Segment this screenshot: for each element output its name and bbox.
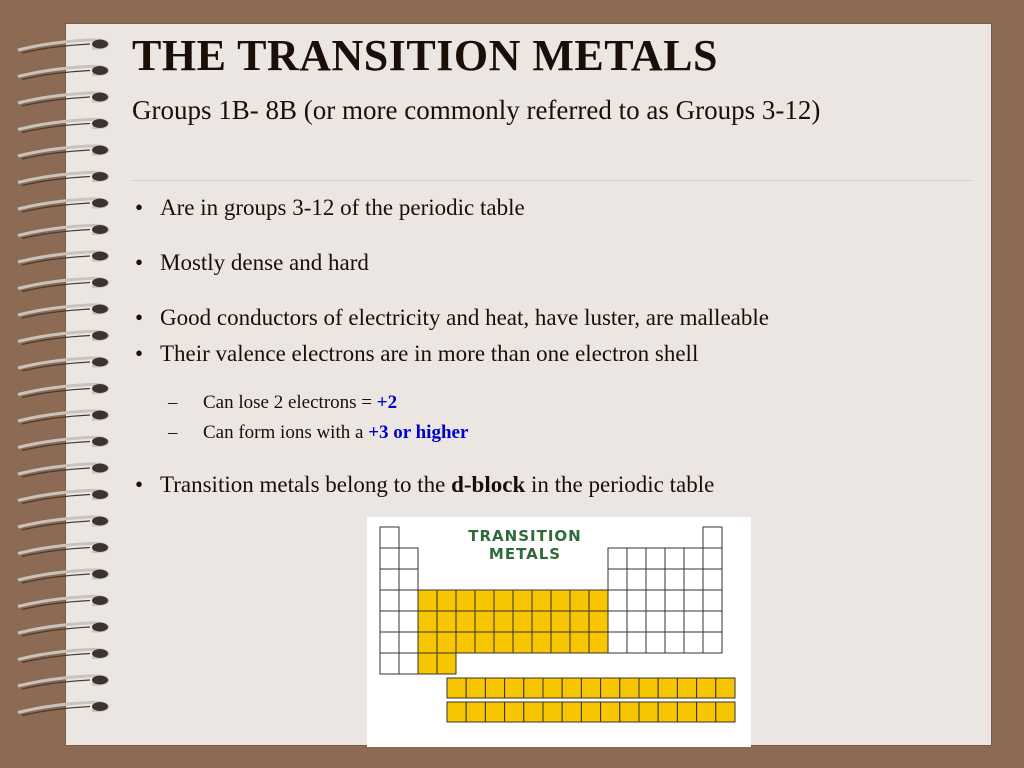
element-cell [399, 569, 418, 590]
element-cell [627, 569, 646, 590]
transition-metal-cell [589, 611, 608, 632]
transition-metal-cell [532, 590, 551, 611]
spiral-ring [18, 172, 108, 186]
transition-metal-cell [532, 611, 551, 632]
element-cell [380, 611, 399, 632]
transition-metal-cell [581, 702, 600, 722]
element-cell [399, 653, 418, 674]
spiral-ring [18, 384, 108, 398]
transition-metal-cell [677, 678, 696, 698]
element-cell [608, 632, 627, 653]
spiral-ring [18, 146, 108, 160]
transition-metal-cell [466, 702, 485, 722]
bullet-item [118, 303, 968, 333]
transition-metal-cell [437, 653, 456, 674]
bullet-text: Good conductors of electricity and heat, have luster, are malleable [160, 305, 769, 330]
element-cell [646, 632, 665, 653]
bullet-dot: • [134, 341, 144, 366]
transition-metal-cell [551, 611, 570, 632]
transition-metal-cell [475, 632, 494, 653]
transition-metal-cell [447, 702, 466, 722]
spiral-ring [18, 676, 108, 690]
transition-metal-cell [494, 611, 513, 632]
element-cell [703, 632, 722, 653]
transition-metal-cell [639, 702, 658, 722]
transition-metal-cell [485, 678, 504, 698]
transition-metal-cell [639, 678, 658, 698]
spiral-ring [18, 411, 108, 425]
transition-metal-cell [562, 678, 581, 698]
bullet-item [118, 193, 968, 223]
spiral-ring [18, 358, 108, 372]
transition-metal-cell [581, 678, 600, 698]
element-cell [703, 590, 722, 611]
element-cell [684, 632, 703, 653]
transition-metal-cell [601, 702, 620, 722]
spiral-ring [18, 199, 108, 213]
element-cell [399, 548, 418, 569]
bullet-item [118, 339, 968, 369]
figure-title-line1: TRANSITION [468, 527, 582, 545]
transition-metal-cell [601, 678, 620, 698]
transition-metal-cell [513, 611, 532, 632]
element-cell [684, 590, 703, 611]
element-cell [665, 611, 684, 632]
spiral-ring [18, 517, 108, 531]
transition-metal-cell [697, 678, 716, 698]
spiral-ring [18, 331, 108, 345]
spiral-ring [18, 490, 108, 504]
transition-metal-cell [456, 632, 475, 653]
sub-bullet-text: Can form ions with a +3 or higher [203, 422, 469, 443]
bullet-dot: • [134, 250, 144, 275]
transition-metal-cell [620, 678, 639, 698]
transition-metal-cell [485, 702, 504, 722]
transition-metal-cell [543, 678, 562, 698]
element-cell [627, 611, 646, 632]
element-cell [665, 590, 684, 611]
element-cell [399, 611, 418, 632]
sub-bullet-item [168, 388, 968, 418]
element-cell [380, 653, 399, 674]
sub-bullet-item [168, 418, 968, 448]
spiral-ring [18, 702, 108, 716]
element-cell [399, 632, 418, 653]
sub-bullet-dash: – [168, 392, 178, 413]
sub-bullet-text: Can lose 2 electrons = +2 [203, 392, 398, 413]
element-cell [608, 548, 627, 569]
bullet-text: Transition metals belong to the d-block in the periodic table [160, 472, 715, 497]
element-cell [627, 590, 646, 611]
transition-metal-cell [716, 678, 735, 698]
slide-subtitle: Groups 1B- 8B (or more commonly referred to as Groups 3-12) [132, 95, 821, 125]
transition-metal-cell [494, 632, 513, 653]
spiral-ring [18, 570, 108, 584]
spiral-ring [18, 464, 108, 478]
element-cell [684, 569, 703, 590]
spiral-ring [18, 40, 108, 54]
bullet-dot: • [134, 472, 144, 497]
bullet-text: Are in groups 3-12 of the periodic table [160, 195, 525, 220]
spiral-ring [18, 623, 108, 637]
element-cell [608, 590, 627, 611]
transition-metal-cell [456, 611, 475, 632]
bullet-dot: • [134, 195, 144, 220]
transition-metal-cell [589, 590, 608, 611]
element-cell [703, 569, 722, 590]
element-cell [646, 590, 665, 611]
transition-metal-cell [532, 632, 551, 653]
transition-metal-cell [589, 632, 608, 653]
transition-metal-cell [543, 702, 562, 722]
sub-bullet-dash: – [168, 422, 178, 443]
transition-metal-cell [437, 611, 456, 632]
slide-title: THE TRANSITION METALS [132, 31, 718, 80]
bullet-text: Mostly dense and hard [160, 250, 369, 275]
spiral-ring [18, 93, 108, 107]
transition-metal-cell [551, 632, 570, 653]
element-cell [399, 590, 418, 611]
transition-metal-cell [524, 678, 543, 698]
transition-metal-cell [524, 702, 543, 722]
element-cell [380, 569, 399, 590]
transition-metal-cell [658, 702, 677, 722]
figure-title-line2: METALS [488, 545, 562, 563]
element-cell [684, 611, 703, 632]
element-cell [665, 569, 684, 590]
element-cell [608, 569, 627, 590]
transition-metal-cell [437, 632, 456, 653]
transition-metal-cell [658, 678, 677, 698]
transition-metal-cell [562, 702, 581, 722]
transition-metal-cell [620, 702, 639, 722]
transition-metal-cell [570, 632, 589, 653]
bullet-item [118, 248, 968, 278]
transition-metal-cell [697, 702, 716, 722]
transition-metal-cell [418, 590, 437, 611]
transition-metal-cell [551, 590, 570, 611]
bullet-list [118, 193, 968, 500]
transition-metal-cell [456, 590, 475, 611]
transition-metal-cell [570, 590, 589, 611]
bullet-dot: • [134, 305, 144, 330]
transition-metal-cell [437, 590, 456, 611]
periodic-table-figure [367, 517, 751, 747]
transition-metal-cell [505, 702, 524, 722]
transition-metal-cell [513, 590, 532, 611]
transition-metal-cell [418, 632, 437, 653]
transition-metal-cell [447, 678, 466, 698]
spiral-ring [18, 543, 108, 557]
element-cell [684, 548, 703, 569]
spiral-ring [18, 252, 108, 266]
transition-metal-cell [513, 632, 532, 653]
spiral-ring [18, 278, 108, 292]
element-cell [646, 611, 665, 632]
element-cell [646, 569, 665, 590]
element-cell [665, 548, 684, 569]
element-cell [380, 632, 399, 653]
element-cell [380, 548, 399, 569]
spiral-ring [18, 596, 108, 610]
element-cell [703, 548, 722, 569]
bullet-item [118, 470, 968, 500]
transition-metal-cell [475, 611, 494, 632]
transition-metal-cell [505, 678, 524, 698]
element-cell [627, 632, 646, 653]
transition-metal-cell [418, 611, 437, 632]
element-cell [380, 590, 399, 611]
bullet-text: Their valence electrons are in more than one electron shell [160, 341, 699, 366]
transition-metal-cell [466, 678, 485, 698]
spiral-ring [18, 649, 108, 663]
title-divider [132, 180, 972, 181]
element-cell [703, 527, 722, 548]
spiral-ring [18, 305, 108, 319]
element-cell [646, 548, 665, 569]
element-cell [703, 611, 722, 632]
spiral-ring [18, 119, 108, 133]
transition-metal-cell [475, 590, 494, 611]
transition-metal-cell [716, 702, 735, 722]
spiral-ring [18, 225, 108, 239]
spiral-ring [18, 66, 108, 80]
transition-metal-cell [494, 590, 513, 611]
element-cell [627, 548, 646, 569]
element-cell [608, 611, 627, 632]
transition-metal-cell [418, 653, 437, 674]
element-cell [665, 632, 684, 653]
spiral-ring [18, 437, 108, 451]
transition-metal-cell [677, 702, 696, 722]
spiral-binding [10, 28, 120, 738]
transition-metal-cell [570, 611, 589, 632]
element-cell [380, 527, 399, 548]
